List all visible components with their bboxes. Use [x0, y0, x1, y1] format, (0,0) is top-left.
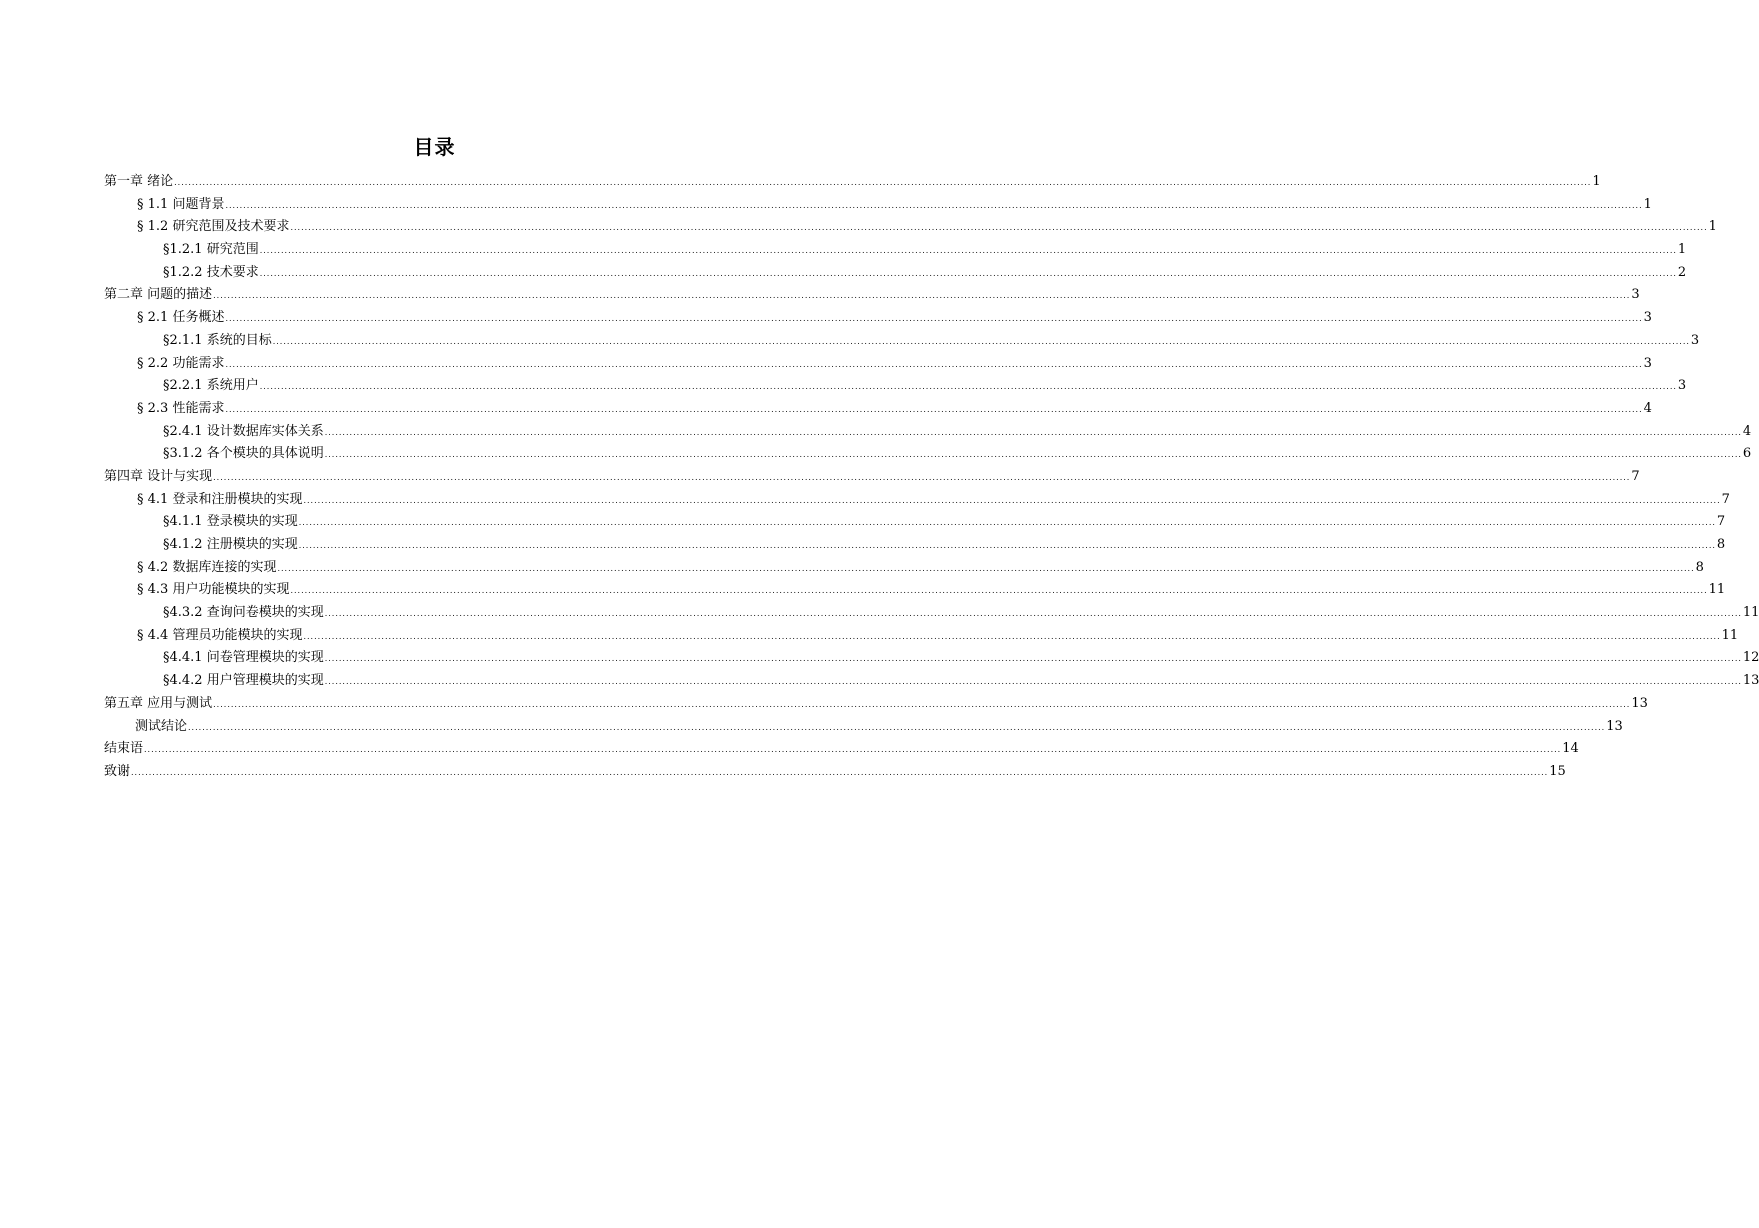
toc-dot-leader: ................................................................................................................................................................................................................................................................................................................................................................................................................ — [144, 745, 1562, 755]
toc-entry-page-number: 13 — [1606, 718, 1623, 734]
toc-entry-label: 结束语 — [104, 741, 144, 757]
toc-entry[interactable] — [104, 194, 1652, 217]
toc-entry[interactable] — [104, 557, 1704, 580]
toc-entry-label: §2.4.1 设计数据库实体关系 — [163, 423, 324, 439]
toc-dot-leader: ................................................................................................................................................................................................................................................................................................................................................................................................................ — [272, 336, 1690, 346]
toc-entry[interactable] — [104, 761, 1566, 784]
toc-entry[interactable] — [104, 579, 1726, 602]
toc-entry-page-number: 7 — [1716, 514, 1726, 530]
toc-entry-page-number: 1 — [1643, 196, 1652, 212]
toc-entry-label: § 2.1 任务概述 — [137, 310, 225, 326]
toc-dot-leader: ................................................................................................................................................................................................................................................................................................................................................................................................................ — [290, 586, 1708, 596]
toc-entry[interactable] — [104, 284, 1640, 307]
toc-entry-page-number: 3 — [1690, 332, 1700, 348]
toc-entry[interactable] — [104, 693, 1648, 716]
toc-entry-label: § 1.1 问题背景 — [137, 196, 225, 212]
toc-dot-leader: ................................................................................................................................................................................................................................................................................................................................................................................................................ — [298, 541, 1716, 550]
toc-entry[interactable] — [104, 353, 1652, 376]
toc-entry-label: §1.2.1 研究范围 — [163, 242, 259, 258]
toc-entry-label: 致谢 — [104, 763, 131, 779]
toc-entry-page-number: 6 — [1742, 446, 1752, 462]
toc-entry-label: 测试结论 — [135, 718, 188, 734]
toc-dot-leader: ................................................................................................................................................................................................................................................................................................................................................................................................................ — [290, 223, 1708, 233]
toc-entry-page-number: 11 — [1721, 627, 1739, 643]
toc-dot-leader: ................................................................................................................................................................................................................................................................................................................................................................................................................ — [188, 722, 1606, 732]
toc-entry-label: § 4.1 登录和注册模块的实现 — [137, 491, 303, 507]
toc-dot-leader: ................................................................................................................................................................................................................................................................................................................................................................................................................ — [174, 178, 1592, 187]
toc-entry-page-number: 11 — [1708, 582, 1726, 598]
toc-entry-page-number: 4 — [1742, 423, 1752, 439]
toc-entry-label: 第一章 绪论 — [104, 174, 174, 189]
toc-entry[interactable] — [104, 239, 1687, 262]
toc-entry-label: § 4.2 数据库连接的实现 — [137, 559, 277, 575]
toc-entry-page-number: 8 — [1716, 537, 1726, 552]
toc-entry-label: 第二章 问题的描述 — [104, 287, 213, 303]
toc-dot-leader: ................................................................................................................................................................................................................................................................................................................................................................................................................ — [213, 699, 1631, 709]
toc-entry[interactable] — [104, 716, 1623, 739]
toc-entry-label: §3.1.2 各个模块的具体说明 — [163, 446, 324, 462]
toc-dot-leader: ................................................................................................................................................................................................................................................................................................................................................................................................................ — [131, 767, 1549, 777]
toc-dot-leader: ................................................................................................................................................................................................................................................................................................................................................................................................................ — [324, 677, 1742, 687]
toc-entry[interactable] — [104, 511, 1726, 534]
toc-entry[interactable] — [104, 171, 1601, 194]
toc-dot-leader: ................................................................................................................................................................................................................................................................................................................................................................................................................ — [213, 291, 1631, 301]
toc-entry[interactable] — [104, 307, 1652, 330]
toc-dot-leader: ................................................................................................................................................................................................................................................................................................................................................................................................................ — [324, 609, 1742, 619]
toc-entry[interactable] — [104, 625, 1739, 648]
toc-entry-label: § 2.2 功能需求 — [137, 355, 225, 371]
toc-entry[interactable] — [104, 443, 1752, 466]
toc-entry-page-number: 1 — [1708, 219, 1717, 235]
toc-dot-leader: ................................................................................................................................................................................................................................................................................................................................................................................................................ — [324, 427, 1742, 437]
toc-entry[interactable] — [104, 602, 1759, 625]
toc-dot-leader: ................................................................................................................................................................................................................................................................................................................................................................................................................ — [303, 631, 1721, 641]
toc-entry[interactable] — [104, 738, 1579, 761]
toc-entry-label: § 4.4 管理员功能模块的实现 — [137, 627, 303, 643]
toc-entry[interactable] — [104, 466, 1640, 489]
toc-entry-label: §4.4.1 问卷管理模块的实现 — [163, 650, 324, 666]
toc-entry-page-number: 7 — [1721, 491, 1730, 507]
toc-entry[interactable] — [104, 216, 1717, 239]
toc-entry-label: § 2.3 性能需求 — [137, 400, 225, 416]
toc-entry-page-number: 7 — [1631, 468, 1640, 484]
toc-dot-leader: ................................................................................................................................................................................................................................................................................................................................................................................................................ — [298, 518, 1716, 528]
toc-entry-page-number: 12 — [1742, 650, 1759, 666]
toc-entry-label: §4.1.1 登录模块的实现 — [163, 514, 298, 530]
toc-entry-label: §2.1.1 系统的目标 — [163, 332, 272, 348]
toc-dot-leader: ................................................................................................................................................................................................................................................................................................................................................................................................................ — [225, 314, 1643, 324]
toc-dot-leader: ................................................................................................................................................................................................................................................................................................................................................................................................................ — [277, 563, 1695, 573]
toc-entry-page-number: 3 — [1643, 310, 1652, 326]
toc-dot-leader: ................................................................................................................................................................................................................................................................................................................................................................................................................ — [324, 654, 1742, 664]
toc-entry[interactable] — [104, 489, 1730, 512]
toc-entry-page-number: 14 — [1562, 741, 1579, 757]
toc-entry-label: §1.2.2 技术要求 — [163, 264, 259, 280]
toc-entry[interactable] — [104, 534, 1726, 557]
toc-entry-page-number: 2 — [1677, 264, 1687, 280]
toc-entry[interactable] — [104, 330, 1700, 353]
toc-entry-label: §4.3.2 查询问卷模块的实现 — [163, 605, 324, 621]
toc-entry[interactable] — [104, 398, 1652, 421]
toc-entry-page-number: 13 — [1631, 695, 1648, 711]
table-of-contents — [104, 171, 1759, 784]
toc-entry-label: §4.4.2 用户管理模块的实现 — [163, 673, 324, 689]
toc-dot-leader: ................................................................................................................................................................................................................................................................................................................................................................................................................ — [259, 268, 1677, 278]
toc-entry-label: § 1.2 研究范围及技术要求 — [137, 219, 290, 235]
page-title: 目录 — [413, 135, 456, 159]
toc-entry[interactable] — [104, 670, 1759, 693]
toc-entry-page-number: 1 — [1677, 242, 1687, 258]
toc-entry[interactable] — [104, 375, 1687, 398]
toc-entry-label: 第五章 应用与测试 — [104, 695, 213, 711]
toc-entry-page-number: 13 — [1742, 673, 1759, 689]
toc-dot-leader: ................................................................................................................................................................................................................................................................................................................................................................................................................ — [259, 246, 1677, 256]
toc-dot-leader: ................................................................................................................................................................................................................................................................................................................................................................................................................ — [225, 359, 1643, 369]
toc-entry-label: § 4.3 用户功能模块的实现 — [137, 582, 290, 598]
toc-entry-page-number: 15 — [1549, 763, 1566, 779]
toc-dot-leader: ................................................................................................................................................................................................................................................................................................................................................................................................................ — [225, 404, 1643, 414]
toc-entry-page-number: 8 — [1695, 559, 1704, 575]
toc-entry-page-number: 3 — [1677, 378, 1687, 394]
toc-entry[interactable] — [104, 421, 1752, 444]
toc-entry-page-number: 11 — [1742, 605, 1759, 621]
toc-dot-leader: ................................................................................................................................................................................................................................................................................................................................................................................................................ — [324, 450, 1742, 460]
toc-entry-page-number: 1 — [1592, 174, 1601, 189]
toc-entry-label: 第四章 设计与实现 — [104, 468, 213, 484]
toc-dot-leader: ................................................................................................................................................................................................................................................................................................................................................................................................................ — [225, 200, 1643, 210]
toc-entry[interactable] — [104, 262, 1687, 285]
toc-entry-page-number: 4 — [1643, 400, 1652, 416]
toc-entry-label: §2.2.1 系统用户 — [163, 378, 259, 394]
toc-entry-label: §4.1.2 注册模块的实现 — [163, 537, 298, 552]
toc-entry-page-number: 3 — [1631, 287, 1640, 303]
toc-entry[interactable] — [104, 647, 1759, 670]
toc-entry-page-number: 3 — [1643, 355, 1652, 371]
toc-dot-leader: ................................................................................................................................................................................................................................................................................................................................................................................................................ — [303, 495, 1721, 505]
toc-dot-leader: ................................................................................................................................................................................................................................................................................................................................................................................................................ — [213, 472, 1631, 482]
toc-dot-leader: ................................................................................................................................................................................................................................................................................................................................................................................................................ — [259, 382, 1677, 392]
